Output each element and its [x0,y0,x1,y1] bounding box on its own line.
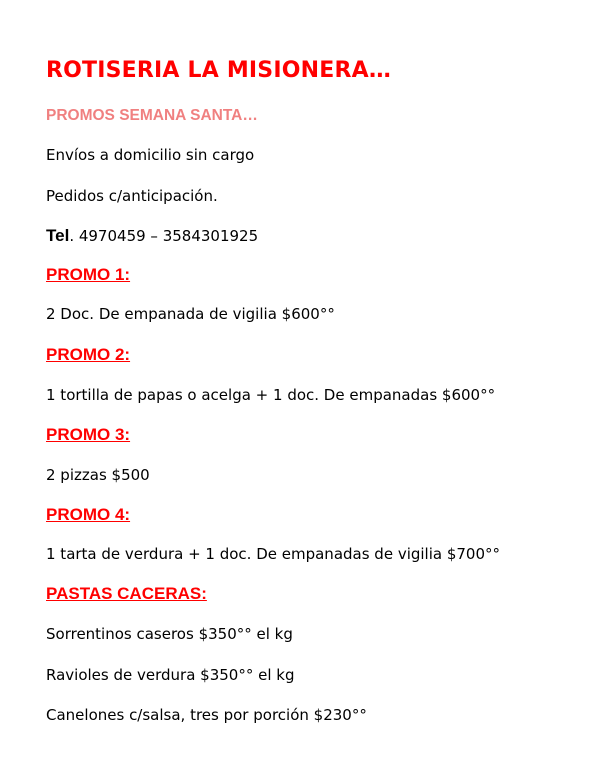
pasta-item-ravioles: Ravioles de verdura $350°° el kg [46,666,295,684]
promo-4-text: 1 tarta de verdura + 1 doc. De empanadas de vigilia $700°° [46,545,501,563]
promo-4-heading: PROMO 4: [46,505,131,524]
promo-3-heading: PROMO 3: [46,425,131,444]
page-subtitle: PROMOS SEMANA SANTA… [46,107,258,124]
promo-1-text: 2 Doc. De empanada de vigilia $600°° [46,305,335,323]
telephone-numbers: . 4970459 – 3584301925 [69,227,259,245]
promo-2-text: 1 tortilla de papas o acelga + 1 doc. De empanadas $600°° [46,386,496,404]
promo-2-heading: PROMO 2: [46,345,131,364]
promo-3-text: 2 pizzas $500 [46,466,150,484]
pasta-item-sorrentinos: Sorrentinos caseros $350°° el kg [46,625,293,643]
telephone-label: Tel [46,226,70,245]
delivery-text: Envíos a domicilio sin cargo [46,146,255,164]
pastas-heading: PASTAS CACERAS: [46,584,207,603]
telephone-line [46,226,258,246]
promo-1-heading: PROMO 1: [46,265,131,284]
page-title: ROTISERIA LA MISIONERA… [46,58,392,83]
orders-text: Pedidos c/anticipación. [46,187,218,205]
pasta-item-canelones: Canelones c/salsa, tres por porción $230°° [46,706,367,724]
